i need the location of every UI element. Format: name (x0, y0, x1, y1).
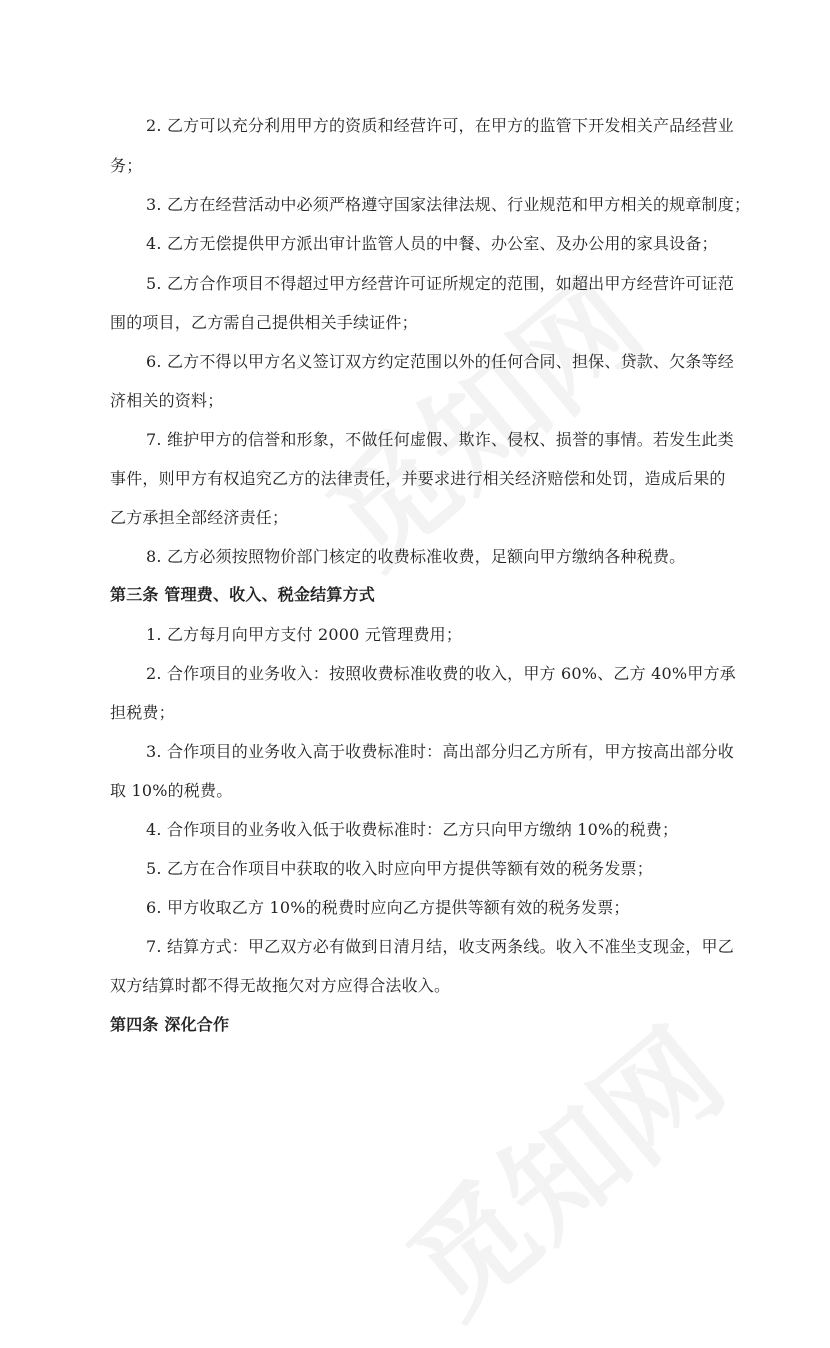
section-3-item-7-line-2: 双方结算时都不得无故拖欠对方应得合法收入。 (110, 976, 451, 995)
section-3-item-7-line-1: 7. 结算方式：甲乙双方必有做到日清月结，收支两条线。收入不准坐支现金，甲乙 (146, 937, 734, 956)
section-3-item-2-line-1: 2. 合作项目的业务收入：按照收费标准收费的收入，甲方 60%、乙方 40%甲方承 (146, 664, 736, 683)
clause-4-line-1: 4. 乙方无偿提供甲方派出审计监管人员的中餐、办公室、及办公用的家具设备； (146, 234, 718, 253)
clause-2-line-1: 2. 乙方可以充分利用甲方的资质和经营许可，在甲方的监管下开发相关产品经营业 (146, 116, 734, 135)
clause-2-line-2: 务； (110, 156, 143, 175)
section-4-title: 第四条 深化合作 (110, 1015, 230, 1034)
section-3-item-1: 1. 乙方每月向甲方支付 2000 元管理费用； (146, 625, 463, 644)
clause-6-line-1: 6. 乙方不得以甲方名义签订双方约定范围以外的任何合同、担保、贷款、欠条等经 (146, 352, 734, 371)
section-3-item-6: 6. 甲方收取乙方 10%的税费时应向乙方提供等额有效的税务发票； (146, 898, 630, 917)
section-3-item-3-line-1: 3. 合作项目的业务收入高于收费标准时：高出部分归乙方所有，甲方按高出部分收 (146, 742, 734, 761)
watermark (367, 984, 753, 1347)
section-3-title: 第三条 管理费、收入、税金结算方式 (110, 585, 375, 604)
clause-5-line-1: 5. 乙方合作项目不得超过甲方经营许可证所规定的范围，如超出甲方经营许可证范 (146, 274, 734, 293)
clause-5-line-2: 围的项目，乙方需自己提供相关手续证件； (110, 313, 418, 332)
clause-8-line-1: 8. 乙方必须按照物价部门核定的收费标准收费，足额向甲方缴纳各种税费。 (146, 547, 686, 566)
clause-7-line-1: 7. 维护甲方的信誉和形象，不做任何虚假、欺诈、侵权、损誉的事情。若发生此类 (146, 430, 734, 449)
section-3-item-3-line-2: 取 10%的税费。 (110, 781, 233, 800)
clause-6-line-2: 济相关的资料； (110, 391, 224, 410)
clause-7-line-3: 乙方承担全部经济责任； (110, 508, 289, 527)
section-3-item-2-line-2: 担税费； (110, 703, 175, 722)
section-3-item-4: 4. 合作项目的业务收入低于收费标准时：乙方只向甲方缴纳 10%的税费； (146, 820, 679, 839)
clause-7-line-2: 事件，则甲方有权追究乙方的法律责任，并要求进行相关经济赔偿和处罚，造成后果的 (110, 469, 726, 488)
section-3-item-5: 5. 乙方在合作项目中获取的收入时应向甲方提供等额有效的税务发票； (146, 859, 653, 878)
clause-3-line-1: 3. 乙方在经营活动中必须严格遵守国家法律法规、行业规范和甲方相关的规章制度； (146, 195, 751, 214)
